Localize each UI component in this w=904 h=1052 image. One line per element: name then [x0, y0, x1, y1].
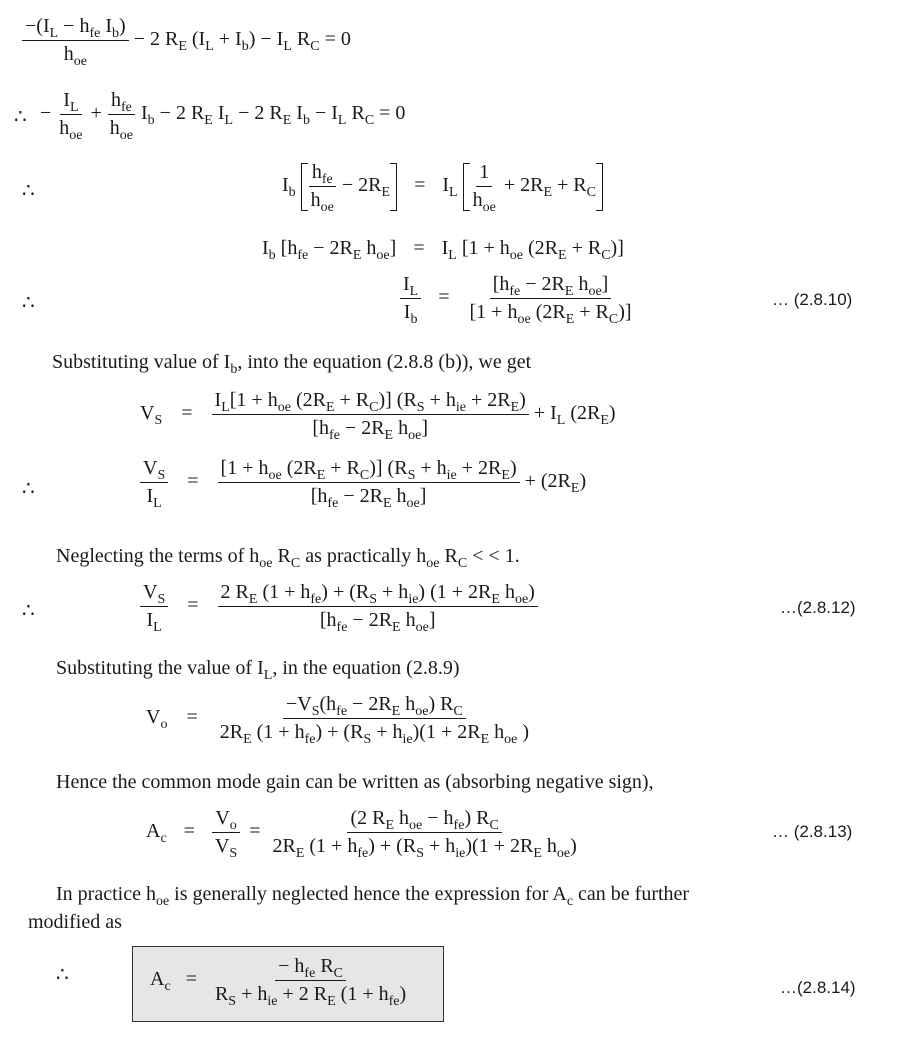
therefore-symbol: ∴ [22, 292, 36, 314]
body-text: Hence the common mode gain can be written as (absorbing negative sign), [56, 771, 654, 793]
fraction: $\frac{-(I_L - h_{fe} I_b)}{h_{oe}}$ [22, 16, 129, 65]
equation-line-5: $\frac{I_L}{I_b}$ = $\frac{[h_{fe} - 2R_E h_{oe}]}{[1 + h_{oe} (2R_E + R_C)]}$ [400, 274, 635, 323]
equation-number: …(2.8.14) [780, 978, 856, 997]
therefore-symbol: ∴ [22, 478, 36, 500]
equation-line-3: $I_b$ $\frac{h_{fe}}{h_{oe}}$ − $2R_E = I_L$ $\frac{1}{h_{oe}}$ + $2R_E + R_C$ [282, 162, 603, 211]
equation-line-11: $A_c$ = $\frac{- h_{fe} R_C}{R_S + h_{ie} + 2 R_E (1 + h_{fe})}$ [150, 955, 407, 1009]
equation-line-8: $\frac{V_S}{I_L}$ = $\frac{2 R_E (1 + h_{fe}) + (R_S + h_{ie}) (1 + 2R_E h_{oe})}{[h_{fe} - 2R_E h_{oe}]}$ [140, 582, 538, 631]
equation-number: … (2.8.13) [772, 822, 853, 841]
equation-number: …(2.8.12) [780, 598, 856, 617]
equation-line-6: $V_S$ = $\frac{I_L[1 + h_{oe} (2R_E + R_C)] (R_S + h_{ie} + 2R_E)}{[h_{fe} - 2R_E h_{oe}]}$ + $I_L$ $(2R_E)$ [140, 389, 616, 443]
body-text: Substituting value of $I_b$, into the equation (2.8.8 (b)), we get [52, 351, 532, 377]
equation-line-10: $A_c$ = $\frac{V_o}{V_S}$ = $\frac{(2 R_E h_{oe} - h_{fe}) R_C}{2R_E (1 + h_{fe}) + (R_S + h_{ie})(1 + 2R_E h_{oe})}$ [146, 807, 577, 861]
equation-number: … (2.8.10) [772, 290, 853, 309]
equation-line-9: $V_o$ = $\frac{-V_S(h_{fe} - 2R_E h_{oe}) R_C}{2R_E (1 + h_{fe}) + (R_S + h_{ie})(1 + 2R_E h_{oe} )}$ [146, 693, 530, 747]
equation-line-1: $\frac{-(I_L - h_{fe} I_b)}{h_{oe}}$ − 2 $R_E$ $(I_L + I_b) - I_L$ $R_C = 0$ [22, 16, 351, 65]
equation-line-4: $I_b$ [$h_{fe} - 2R_E$ $h_{oe}] = I_L$ [$1 + h_{oe}$ $(2R_E + R_C)$] [262, 237, 624, 263]
equation-line-7: $\frac{V_S}{I_L}$ = $\frac{[1 + h_{oe} (2R_E + R_C)] (R_S + h_{ie} + 2R_E)}{[h_{fe} - 2R_E h_{oe}]}$ + $(2R_E)$ [140, 458, 586, 507]
therefore-symbol: ∴ [22, 180, 36, 202]
therefore-symbol: ∴ [56, 964, 70, 986]
body-text: Substituting the value of $I_L$, in the equation (2.8.9) [56, 657, 460, 683]
body-text: Neglecting the terms of $h_{oe}$ $R_C$ as practically $h_{oe}$ $R_C$ < < 1. [56, 545, 520, 571]
therefore-symbol: ∴ [22, 600, 36, 622]
body-text: modified as [28, 911, 122, 933]
therefore-symbol: ∴ [14, 106, 28, 128]
equation-line-2: − $\frac{I_L}{h_{oe}}$ + $\frac{h_{fe}}{h_{oe}}$ $I_b - 2$ $R_E$ $I_L - 2$ $R_E$ $I_b - I_L$ $R_C = 0$ [40, 89, 406, 143]
body-text: In practice $h_{oe}$ is generally neglected hence the expression for $A_c$ can be further [56, 883, 690, 909]
